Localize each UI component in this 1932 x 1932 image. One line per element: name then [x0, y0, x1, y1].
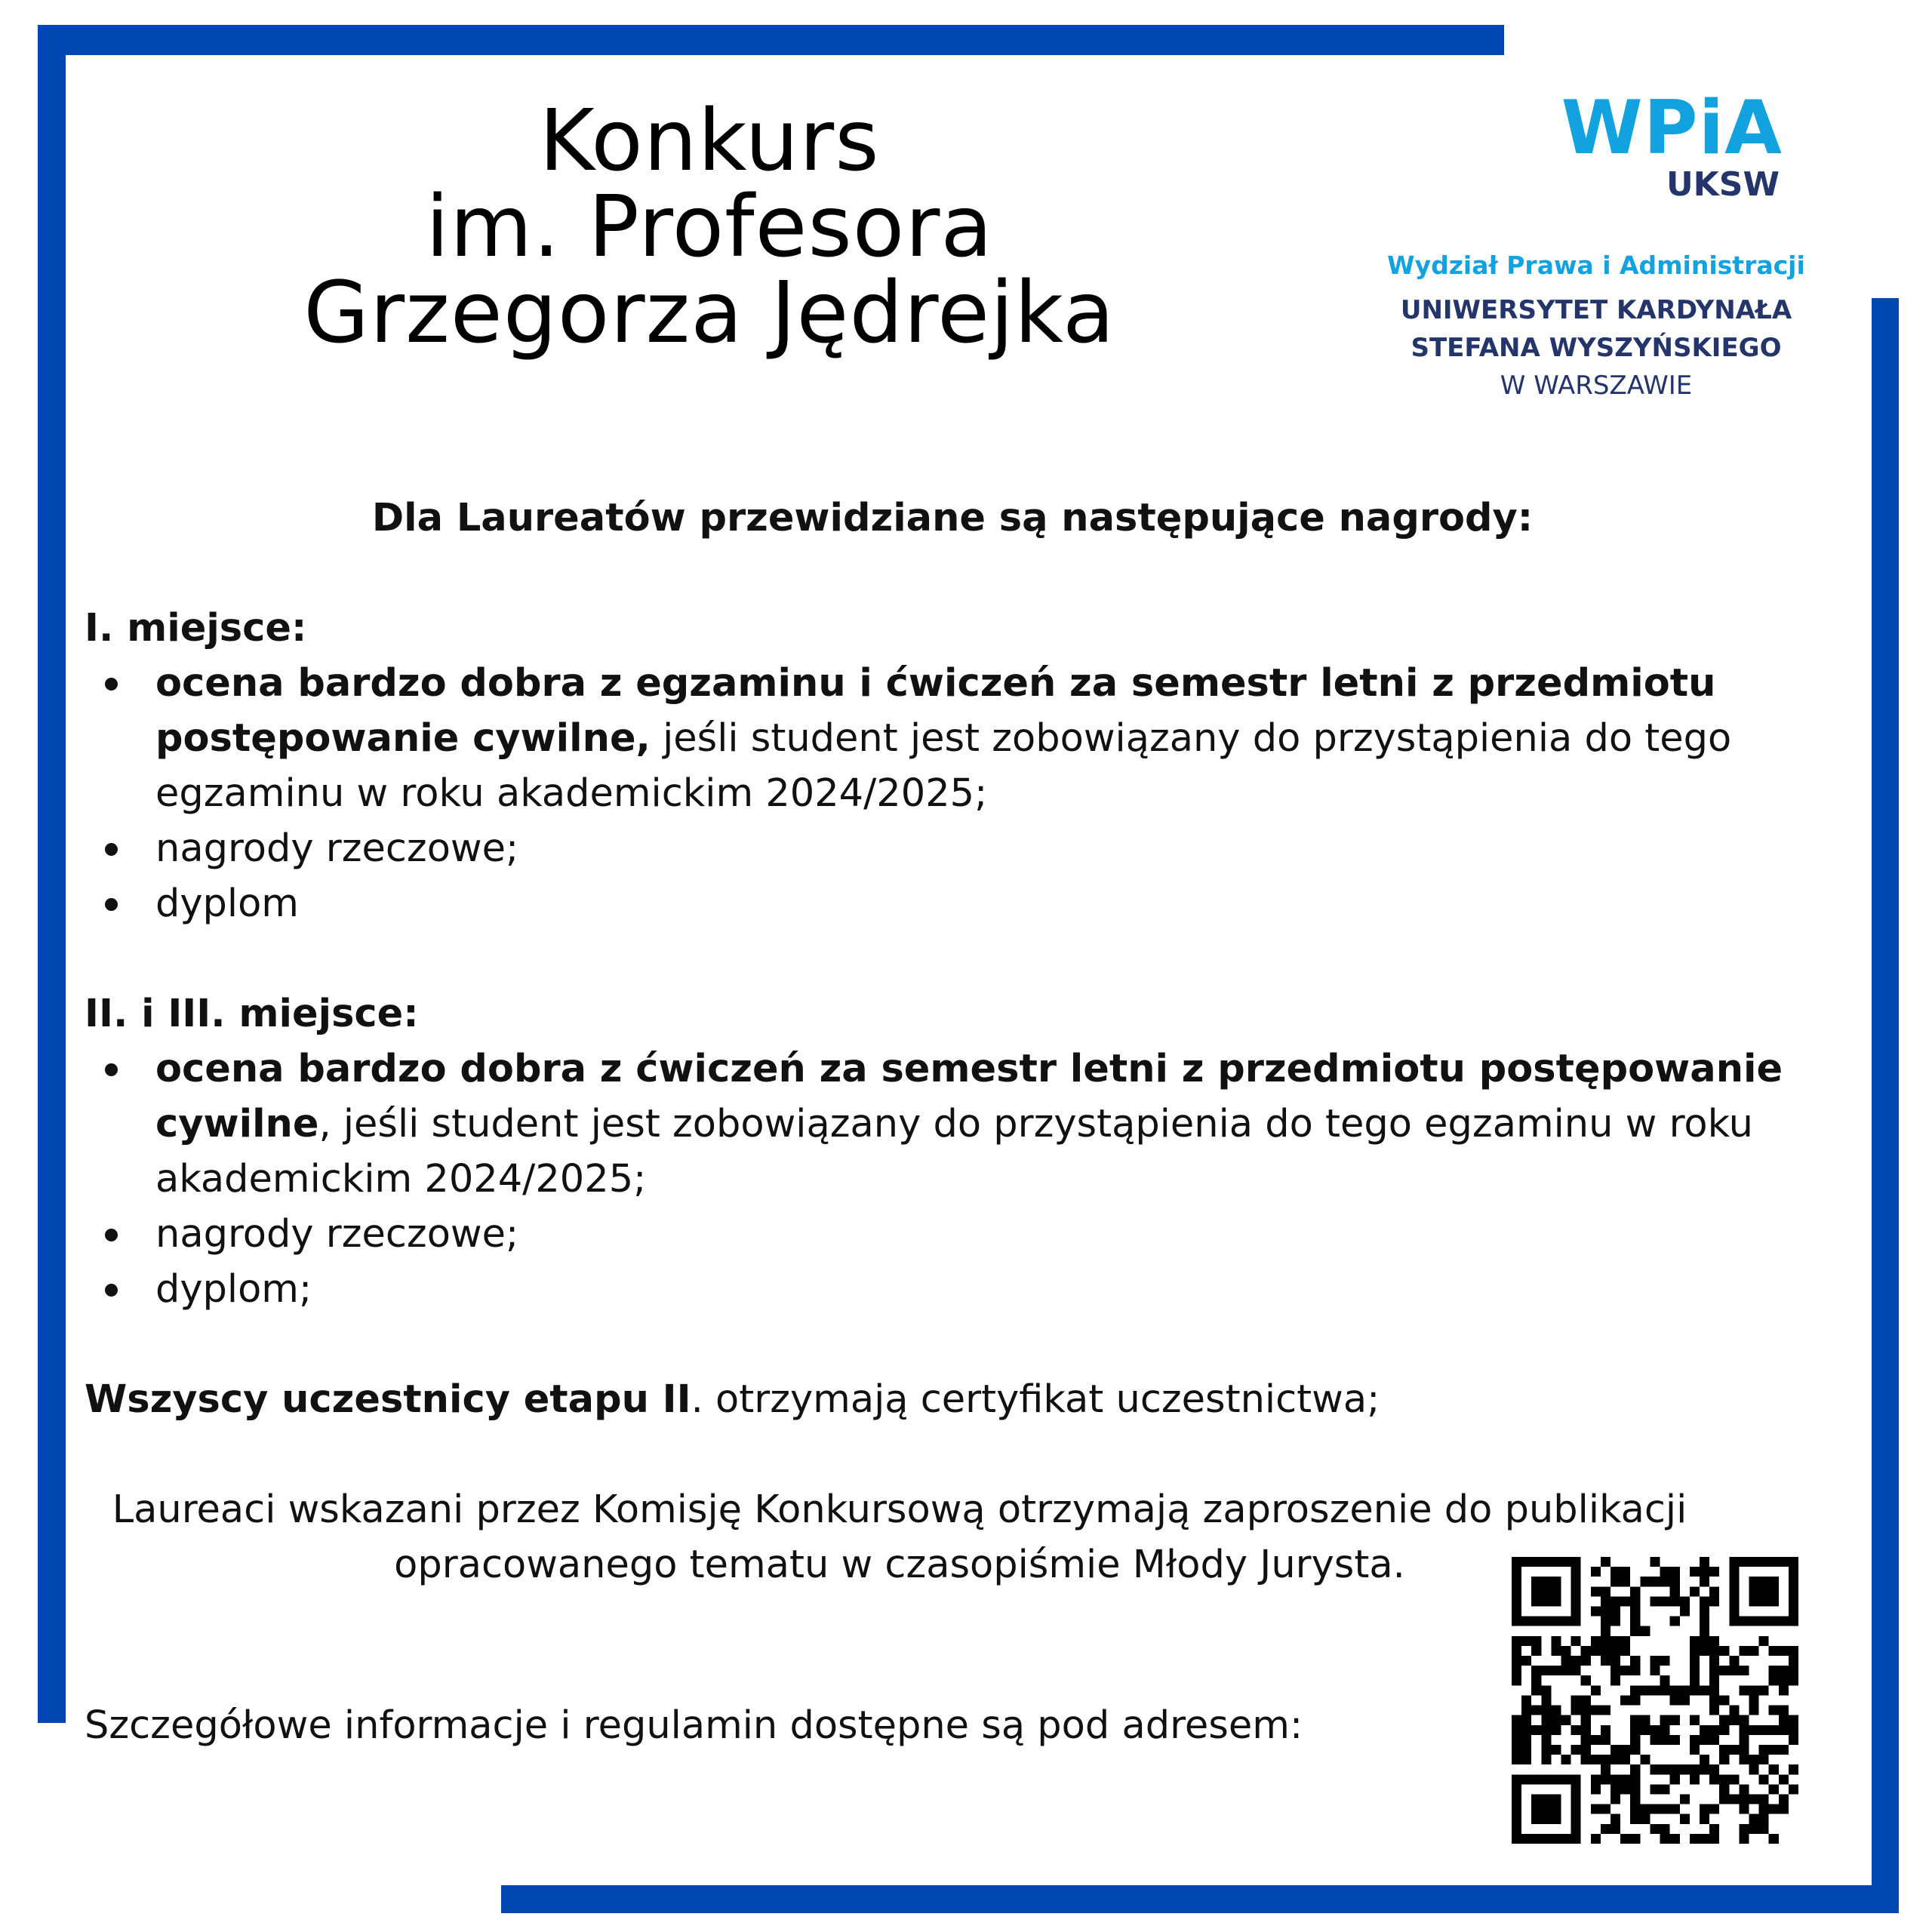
- list-item: [155, 1041, 1790, 1207]
- second-place-grade-rest: , jeśli student jest zobowiązany do przystąpienia do tego egzaminu w roku akademickim 2024/2025;: [155, 1102, 1753, 1201]
- announcement-body: [85, 491, 1790, 1592]
- first-place-grade-rest: jeśli student jest zobowiązany do przystąpienia do tego egzaminu w roku akademickim 2024/2025;: [155, 716, 1732, 816]
- details-note: Szczegółowe informacje i regulamin dostępne są pod adresem:: [85, 1703, 1303, 1748]
- title-line-2: im. Profesora: [426, 178, 993, 276]
- list-item: dyplom;: [155, 1262, 1790, 1317]
- page-title: [174, 92, 1245, 362]
- participants-bold: Wszyscy uczestnicy etapu II: [85, 1377, 691, 1422]
- participants-note: [85, 1372, 1790, 1427]
- first-place-list: [85, 656, 1790, 931]
- prizes-intro: Dla Laureatów przewidziane są następujące nagrody:: [371, 496, 1534, 540]
- logo-wpia: WPiA: [1561, 85, 1783, 171]
- title-line-3: Grzegorza Jędrejka: [303, 264, 1115, 362]
- list-item: [155, 656, 1790, 821]
- university-logo: [1366, 85, 1826, 405]
- title-line-1: Konkurs: [539, 92, 880, 190]
- frame-right-bar: [1872, 298, 1899, 1913]
- logo-university-line-1: UNIWERSYTET KARDYNAŁA: [1400, 295, 1792, 325]
- logo-university-line-2: STEFANA WYSZYŃSKIEGO: [1411, 333, 1782, 363]
- publication-invitation: Laureaci wskazani przez Komisję Konkursową otrzymają zaproszenie do publikacji opracowanego tematu w czasopiśmie Młody Jurysta.: [112, 1487, 1687, 1587]
- first-place-grade-bold: ocena bardzo dobra z egzaminu i ćwiczeń za semestr letni z przedmiotu postępowanie cywilne,: [155, 661, 1716, 761]
- list-item: dyplom: [155, 876, 1790, 931]
- list-item: nagrody rzeczowe;: [155, 1207, 1790, 1262]
- list-item: nagrody rzeczowe;: [155, 821, 1790, 876]
- second-third-place-heading: II. i III. miejsce:: [85, 992, 419, 1036]
- second-place-grade-bold: ocena bardzo dobra z ćwiczeń za semestr letni z przedmiotu postępowanie cywilne: [155, 1047, 1783, 1146]
- participants-rest: . otrzymają certyfikat uczestnictwa;: [691, 1377, 1380, 1422]
- frame-top-bar: [38, 25, 1504, 55]
- logo-uksw: UKSW: [1666, 165, 1780, 204]
- second-third-place-list: [85, 1041, 1790, 1317]
- logo-university-line-3: W WARSZAWIE: [1500, 371, 1693, 401]
- qr-code-icon[interactable]: [1512, 1557, 1798, 1844]
- logo-faculty: Wydział Prawa i Administracji: [1387, 251, 1805, 280]
- frame-bottom-bar: [501, 1885, 1899, 1913]
- frame-left-bar: [38, 25, 66, 1723]
- first-place-heading: I. miejsce:: [85, 606, 307, 651]
